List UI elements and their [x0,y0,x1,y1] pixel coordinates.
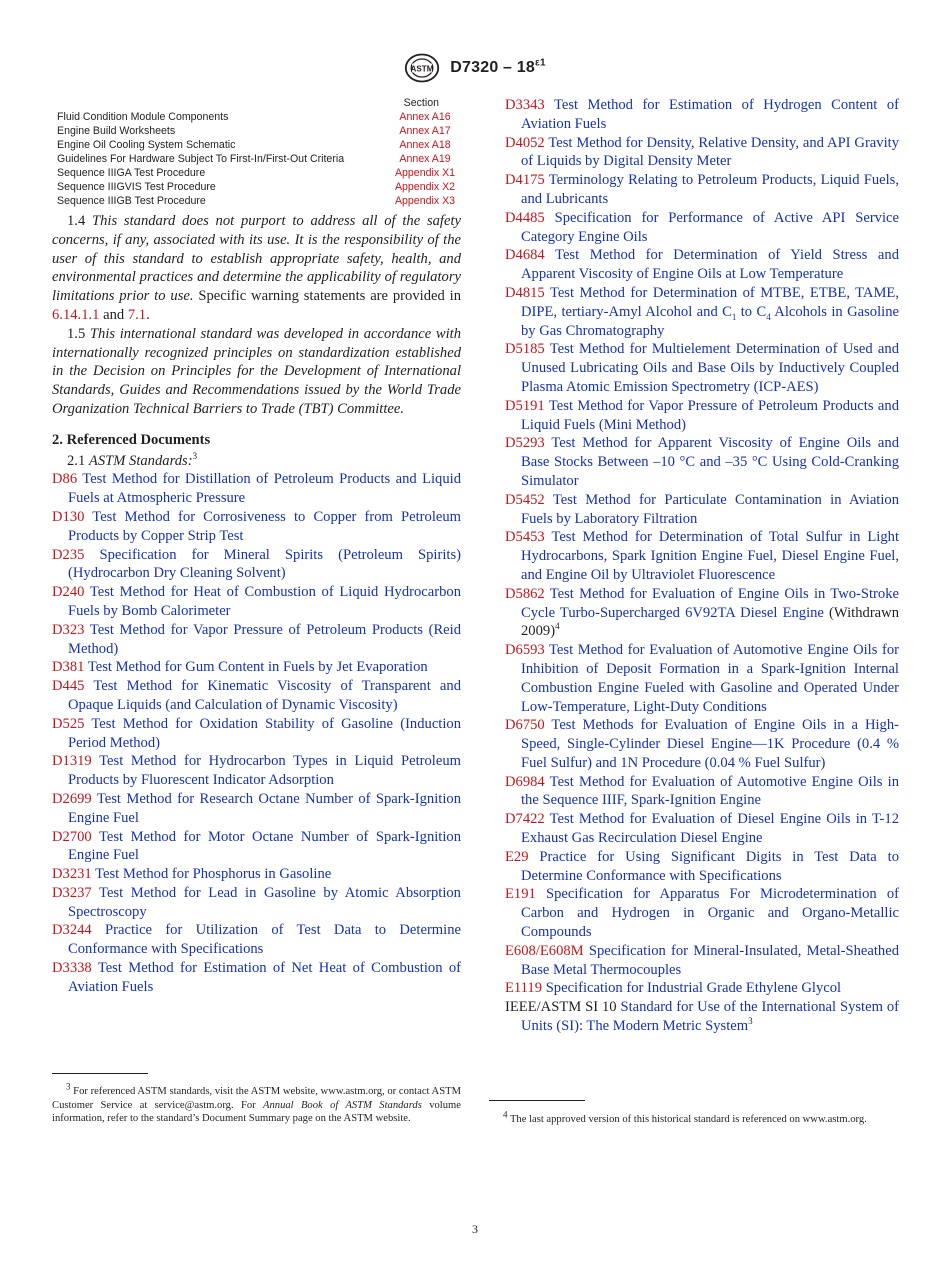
reference-item [52,884,461,922]
reference-code-link[interactable]: D6984 [505,773,545,790]
reference-item [505,491,899,529]
subscript: 4 [766,311,771,322]
reference-item [52,658,461,677]
reference-code-link[interactable]: D323 [52,621,85,638]
reference-code-link[interactable]: D4815 [505,284,545,301]
reference-title-link[interactable]: Test Method for Lead in Gasoline by Atomic Absorption Spectroscopy [68,884,461,920]
footnote-rule-left [52,1073,148,1074]
reference-item [52,865,461,884]
footnote-3: $^3$ For referenced ASTM standards, visit the ASTM website, www.astm.org, or contact ASTM Customer Service at service@astm.org. For Annual Book of ASTM Standards volume information, refer to the standard’s Document Summary page on the ASTM website. [52,1081,461,1124]
reference-code-link[interactable]: E608/E608M [505,942,584,959]
footnote-mark: 3 [748,1016,753,1027]
toc-row [52,180,461,194]
reference-title-link[interactable]: Specification for Mineral-Insulated, Metal-Sheathed Base Metal Thermocouples [521,942,899,978]
paragraph-1-4: 1.4 This standard does not purport to address all of the safety concerns, if any, associated with its use. It is the responsibility of the user of this standard to establish appropriate safety, health, and environmental practices and determine the applicability of regulatory limitations prior to use. Specific warning statements are provided in 6.14.1.1 and 7.1. [52,213,461,323]
page-number: 3 [472,1222,478,1236]
reference-item [52,828,461,866]
page-header [0,52,950,84]
reference-title-link[interactable] [521,285,899,339]
reference-code-link[interactable]: D5185 [505,341,545,358]
reference-code-link[interactable]: D235 [52,546,85,563]
reference-code-link[interactable]: D381 [52,659,85,676]
reference-code-link[interactable]: D2699 [52,790,92,807]
toc-row [52,166,461,180]
reference-code-link[interactable]: D4052 [505,134,545,151]
reference-item [52,508,461,546]
title-part: to C [736,303,767,320]
reference-title-link[interactable]: Test Method for Oxidation Stability of Gasoline (Induction Period Method) [68,715,461,751]
reference-code-link[interactable]: E191 [505,886,536,903]
footnote-4: $^4$ The last approved version of this historical standard is referenced on www.astm.org. [503,1109,867,1125]
reference-title-link[interactable]: Test Method for Apparent Viscosity of Engine Oils and Base Stocks Between –10 °C and –35 °C Using Cold-Cranking Simulator [521,435,899,489]
reference-code-link[interactable]: D3231 [52,866,92,883]
reference-item [505,171,899,209]
left-column [52,96,461,997]
toc-label: Guidelines For Hardware Subject To First-In/First-Out Criteria [57,153,345,165]
reference-code-link[interactable]: D6593 [505,642,545,659]
reference-title-link[interactable]: Test Method for Distillation of Petroleum Products and Liquid Fuels at Atmospheric Pressure [68,471,461,507]
withdrawn-note: (Withdrawn 2009) [521,604,899,640]
reference-title-link[interactable]: Test Method for Phosphorus in Gasoline [95,866,332,883]
reference-item [505,284,899,340]
toc-ref-link[interactable]: Appendix X3 [394,195,456,207]
svg-text:ASTM: ASTM [410,64,434,74]
footnote-rule-right [489,1100,585,1101]
reference-title-link[interactable]: Test Method for Estimation of Net Heat of Combustion of Aviation Fuels [68,960,461,995]
toc-ref-link[interactable]: Annex A19 [399,153,451,165]
toc-row [52,194,461,208]
reference-code-link[interactable]: D3237 [52,884,92,901]
reference-title-link[interactable]: Test Method for Multielement Determination of Used and Unused Lubricating Oils and Base Oils by Inductively Coupled Plasma Atomic Emission Spectrometry (ICP-AES) [521,341,899,395]
reference-code-link[interactable]: D5453 [505,529,545,546]
reference-title-link[interactable]: Test Method for Hydrocarbon Types in Liquid Petroleum Products by Fluorescent Indicator Adsorption [68,753,461,789]
reference-code-link[interactable]: D4485 [505,209,545,226]
reference-item [505,641,899,716]
toc-ref-link[interactable]: Annex A17 [399,125,451,137]
reference-item [505,885,899,941]
reference-item [505,848,899,886]
reference-title-link[interactable]: Test Method for Particulate Contamination in Aviation Fuels by Laboratory Filtration [521,491,900,527]
link-7-1[interactable]: 7.1 [127,306,147,323]
reference-title-link[interactable]: Practice for Utilization of Test Data to Determine Conformance with Specifications [68,922,461,958]
reference-code-link[interactable]: D5191 [505,397,545,414]
reference-title-link[interactable]: Test Method for Estimation of Hydrogen Content of Aviation Fuels [521,97,900,132]
reference-item [505,246,899,284]
section-heading: 2. Referenced Documents [52,431,211,448]
reference-item [52,715,461,753]
reference-code-link[interactable]: D2700 [52,828,92,845]
reference-title-link[interactable]: Test Method for Determination of Total Sulfur in Light Hydrocarbons, Spark Ignition Engine Fuel, Diesel Engine Fuel, and Engine Oil by Ultraviolet Fluorescence [521,529,899,583]
reference-item [52,959,461,997]
reference-item [505,96,899,134]
reference-title-link[interactable]: Test Method for Heat of Combustion of Liquid Hydrocarbon Fuels by Bomb Calorimeter [68,584,461,619]
reference-code-link[interactable]: D4684 [505,247,545,264]
reference-title-link[interactable]: Specification for Performance of Active API Service Category Engine Oils [521,209,899,245]
reference-title-link[interactable]: Test Method for Kinematic Viscosity of Transparent and Opaque Liquids (and Calculation of Dynamic Viscosity) [68,678,462,713]
reference-item [505,773,899,811]
reference-code-link[interactable]: E29 [505,848,529,865]
reference-item [505,810,899,848]
reference-list-right [505,96,899,1036]
reference-item [505,340,899,396]
reference-item [52,790,461,828]
reference-code-link[interactable]: D86 [52,471,78,488]
reference-title-link[interactable]: Test Method for Vapor Pressure of Petroleum Products and Liquid Fuels (Mini Method) [521,397,899,433]
reference-code-link[interactable]: D3244 [52,922,92,939]
astm-logo-icon [404,52,440,84]
reference-item [52,546,461,584]
reference-code-link[interactable]: D3338 [52,960,92,977]
toc-label: Engine Oil Cooling System Schematic [57,139,236,151]
reference-title-link[interactable]: Test Method for Evaluation of Diesel Engine Oils in T-12 Exhaust Gas Recirculation Diesel Engine [521,811,899,847]
reference-list-left [52,470,461,996]
title-part: Alcohols in Gasoline by Gas Chromatography [521,303,899,339]
reference-title-link[interactable]: Terminology Relating to Petroleum Products, Liquid Fuels, and Lubricants [521,172,900,207]
toc-section-head: Section [403,97,439,109]
footnote-mark: 4 [555,621,560,632]
title-part: Test Method for Determination of MTBE, ETBE, TAME, DIPE, tertiary-Amyl Alcohol and C [521,284,899,320]
reference-item [505,397,899,435]
reference-title-link[interactable]: Test Method for Motor Octane Number of Spark-Ignition Engine Fuel [68,828,461,864]
toc-ref-link[interactable]: Annex A16 [399,111,451,123]
toc-label: Fluid Condition Module Components [57,111,229,123]
reference-item [52,921,461,959]
reference-item [505,979,899,998]
designation: $D7320 - 18^{\varepsilon 1}$ [450,57,546,76]
reference-code-link[interactable]: D525 [52,715,85,732]
reference-code-link[interactable]: D5293 [505,435,545,452]
reference-title-link[interactable]: Test Method for Evaluation of Engine Oils in Two-Stroke Cycle Turbo-Supercharged 6V92TA Diesel Engine [521,585,899,621]
toc-label: Sequence IIIGA Test Procedure [57,167,206,179]
reference-code-link[interactable]: D130 [52,508,85,525]
reference-title-link[interactable]: Test Method for Corrosiveness to Copper from Petroleum Products by Copper Strip Test [68,508,461,544]
toc-row [52,138,461,152]
reference-title-link[interactable]: Test Method for Evaluation of Automotive Engine Oils for Inhibition of Deposit Formation in a Spark-Ignition Internal Combustion Engine Fueled with Gasoline and Operated Under Low-Temperature, Light-Duty Conditions [521,642,899,715]
toc-row [52,110,461,124]
reference-item [505,134,899,172]
reference-title-link[interactable]: Test Method for Evaluation of Automotive Engine Oils in the Sequence IIIF, Spark-Ignition Engine [521,773,899,809]
reference-title-link[interactable]: Test Method for Determination of Yield Stress and Apparent Viscosity of Engine Oils at Low Temperature [521,247,899,283]
reference-item [505,528,899,584]
toc-label: Engine Build Worksheets [57,125,176,137]
toc-label: Sequence IIIGVIS Test Procedure [57,181,216,193]
toc-label: Sequence IIIGB Test Procedure [57,195,206,207]
link-6-14-1-1[interactable]: 6.14.1.1 [52,306,100,323]
reference-code-link[interactable]: D1319 [52,753,92,770]
reference-item [505,434,899,490]
right-column [505,96,899,1036]
reference-title-link[interactable]: Test Method for Density, Relative Density, and API Gravity of Liquids by Digital Density Meter [521,134,899,170]
reference-item [505,209,899,247]
reference-code-link[interactable]: D5452 [505,491,545,508]
reference-title-link[interactable]: Specification for Mineral Spirits (Petroleum Spirits) (Hydrocarbon Dry Cleaning Solvent) [68,546,461,582]
reference-item [505,585,899,641]
toc-ref-link[interactable]: Annex A18 [399,139,451,151]
toc-ref-link[interactable]: Appendix X1 [394,167,456,179]
reference-code-link[interactable]: D445 [52,678,85,695]
reference-code-link[interactable]: D6750 [505,717,545,734]
reference-item [52,677,461,715]
reference-title-link[interactable]: Specification for Apparatus For Microdetermination of Carbon and Hydrogen in Organic and Organo-Metallic Compounds [521,886,899,941]
toc-row [52,152,461,166]
toc-ref-link[interactable]: Appendix X2 [394,181,456,193]
reference-title-link[interactable]: Specification for Industrial Grade Ethylene Glycol [545,980,842,997]
reference-item [52,583,461,621]
reference-code-link[interactable]: D7422 [505,811,545,828]
subsection-2-1: 2.1 ASTM Standards:$^3$ [67,450,198,469]
reference-item [52,621,461,659]
reference-item [505,716,899,772]
reference-code-link[interactable]: D5862 [505,585,545,602]
toc-row [52,124,461,138]
reference-item [505,998,899,1036]
reference-title-link[interactable]: Test Method for Gum Content in Fuels by Jet Evaporation [87,659,428,676]
reference-code-link[interactable]: E1119 [505,980,543,997]
reference-code-link[interactable]: D240 [52,584,85,601]
reference-code: IEEE/ASTM SI 10 [505,999,617,1016]
reference-item [505,942,899,980]
reference-item [52,752,461,790]
reference-title-link[interactable]: Test Method for Vapor Pressure of Petroleum Products (Reid Method) [68,621,462,657]
reference-code-link[interactable]: D4175 [505,172,545,189]
reference-title-link[interactable]: Test Methods for Evaluation of Engine Oils in a High-Speed, Single-Cylinder Diesel Engine—1K Procedure (0.4 % Fuel Sulfur) and 1N Procedure (0.04 % Fuel Sulfur) [521,717,899,771]
paragraph-1-5: 1.5 This international standard was developed in accordance with internationally recognized principles on standardization established in the Decision on Principles for the Development of International Standards, Guides and Recommendations issued by the World Trade Organization Technical Barriers to Trade (TBT) Committee. [52,325,462,417]
subscript: 1 [731,311,737,322]
reference-code-link[interactable]: D3343 [505,97,545,113]
reference-item [52,470,461,508]
reference-title-link[interactable]: Test Method for Research Octane Number of Spark-Ignition Engine Fuel [68,790,461,826]
toc-table [52,96,461,208]
reference-title-link[interactable]: Practice for Using Significant Digits in Test Data to Determine Conformance with Specifications [521,848,899,884]
reference-title-link[interactable]: Standard for Use of the International System of Units (SI): The Modern Metric System [521,999,899,1035]
